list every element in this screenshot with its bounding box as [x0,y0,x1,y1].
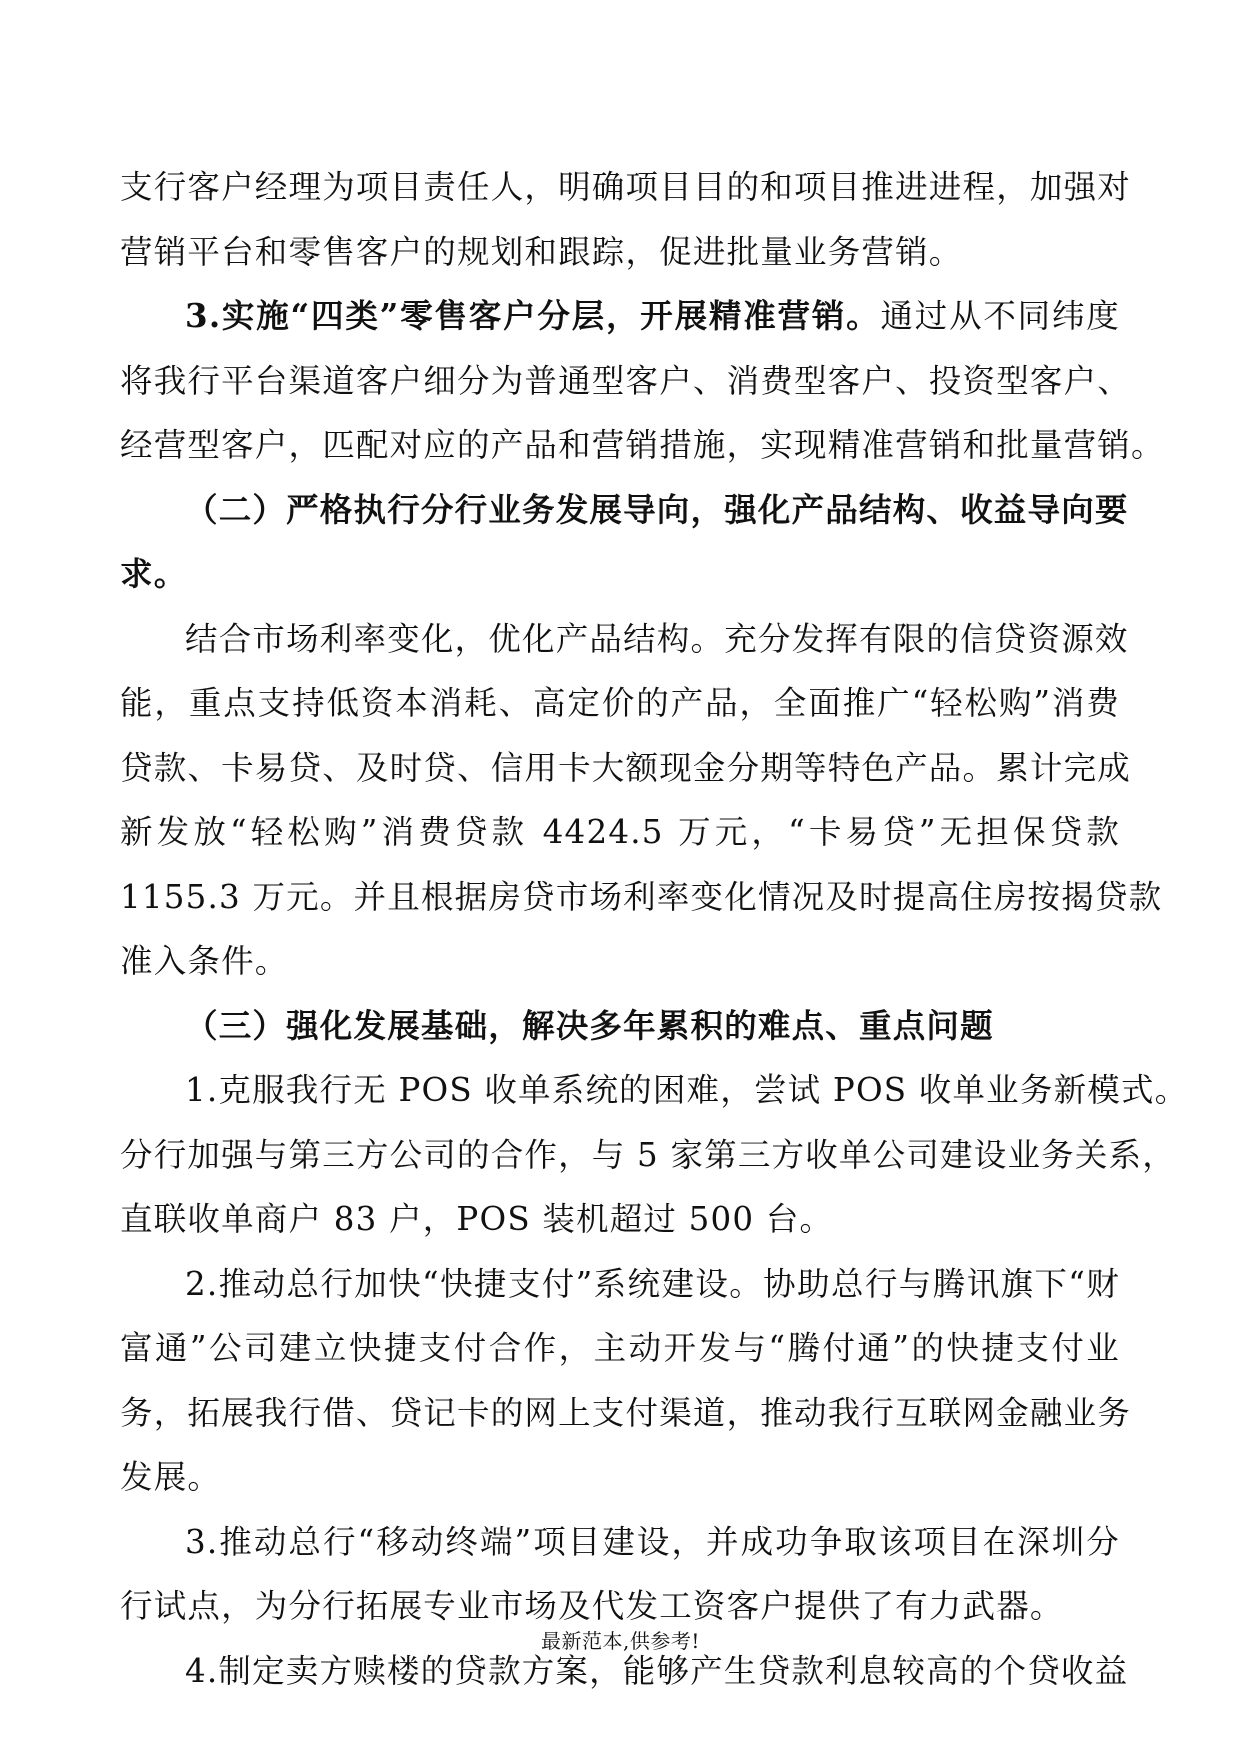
text-line: 直联收单商户 83 户，POS 装机超过 500 台。 [120,1200,834,1238]
document-body [120,155,1189,1703]
text-line: 3.推动总行“移动终端”项目建设，并成功争取该项目在深圳分 [185,1522,1120,1561]
text-line: 经营型客户，匹配对应的产品和营销措施，实现精准营销和批量营销。 [120,426,1165,464]
text-run: 通过从不同纬度 [880,297,1120,335]
text-line: 营销平台和零售客户的规划和跟踪，促进批量业务营销。 [120,232,963,271]
text-line: 4.制定卖方赎楼的贷款方案，能够产生贷款利息较高的个贷收益 [185,1651,1129,1690]
subheading-bold: 3.实施“四类”零售客户分层，开展精准营销。 [185,296,881,335]
text-line: 务，拓展我行借、贷记卡的网上支付渠道，推动我行互联网金融业务 [120,1393,1132,1432]
section-heading: （二）严格执行分行业务发展导向，强化产品结构、收益导向要 [185,489,1129,529]
text-line: 将我行平台渠道客户细分为普通型客户、消费型客户、投资型客户、 [120,361,1132,400]
text-line: 2.推动总行加快“快捷支付”系统建设。协助总行与腾讯旗下“财 [185,1264,1120,1303]
text-line: 结合市场利率变化，优化产品结构。充分发挥有限的信贷资源效 [185,619,1129,658]
text-line: 1155.3 万元。并且根据房贷市场利率变化情况及时提高住房按揭贷款 [120,877,1163,916]
text-line: 富通”公司建立快捷支付合作，主动开发与“腾付通”的快捷支付业 [120,1329,1120,1367]
section-heading: 求。 [120,554,188,593]
text-line: 行试点，为分行拓展专业市场及代发工资客户提供了有力武器。 [120,1587,1064,1625]
text-line [120,284,1120,349]
text-line: 新发放“轻松购”消费贷款 4424.5 万元，“卡易贷”无担保贷款 [120,813,1120,851]
section-heading: （三）强化发展基础，解决多年累积的难点、重点问题 [185,1005,994,1045]
page-footer: 最新范本,供参考! [541,1629,700,1653]
text-line: 支行客户经理为项目责任人，明确项目目的和项目推进进程，加强对 [120,168,1132,206]
text-line: 1.克服我行无 POS 收单系统的困难，尝试 POS 收单业务新模式。 [185,1071,1189,1109]
text-line: 贷款、卡易贷、及时贷、信用卡大额现金分期等特色产品。累计完成 [120,748,1132,787]
text-line: 准入条件。 [120,942,289,980]
text-line: 能，重点支持低资本消耗、高定价的产品，全面推广“轻松购”消费 [120,684,1120,722]
text-line: 发展。 [120,1458,222,1496]
text-line: 分行加强与第三方公司的合作，与 5 家第三方收单公司建设业务关系， [120,1135,1176,1174]
